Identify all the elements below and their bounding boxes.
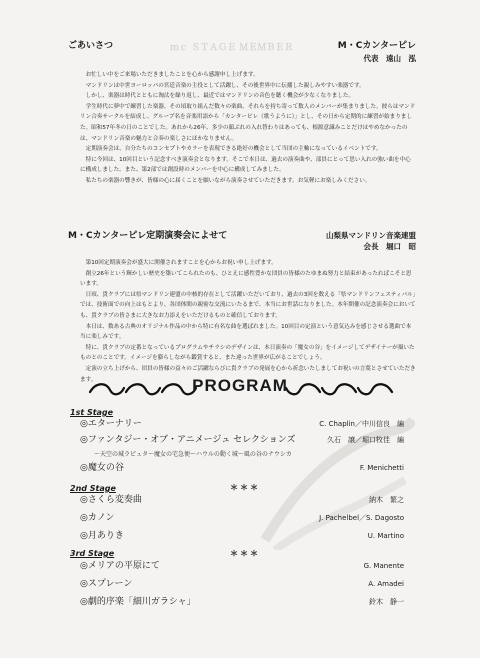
piece-composer: G. Manente (363, 562, 404, 570)
piece-composer: U. Martino (367, 532, 404, 540)
piece-title: ◎魔女の谷 (80, 463, 124, 473)
greeting-paragraph: しかし、楽器は時代とともに淘汰を繰り返し、最近ではマンドリンの音色を聴く機会が少なくなりました。 (85, 93, 355, 100)
program-item (80, 512, 404, 524)
congrats-paragraph: 特に、貴クラブの定番となっているプログラムやチラシのデザインは、本日演奏の「魔女の谷」をイメージしてデザイナーが描いたものとのことです。イメージを膨らしながら鑑賞すると、また違った世界が広がることでしょう。 (80, 344, 415, 362)
greeting-body (80, 70, 416, 187)
greeting-rep: 代表 遠山 泓 (363, 54, 416, 63)
greeting-paragraph: 私たちの楽器の響きが、皆様の心に届くことを願いながら演奏させていただきます。お気軽にお楽しみください。 (85, 177, 371, 184)
piece-composer: 久石 譲／堀口牧佳 編 (327, 436, 404, 444)
piece-composer: A. Amadei (368, 580, 404, 588)
stage-separator: ＊＊＊ (230, 483, 260, 492)
greeting-paragraph: 特に今回は、10回目という記念すべき演奏会となります。そこで本日は、過去の演奏曲や、部員にとって思い入れの強い曲を中心に構成しました。また、第2部では創設時のメンバーを中心に構成してみました。 (80, 156, 411, 174)
piece-title: ◎月ありき (80, 531, 124, 541)
piece-title: ◎スプレーン (80, 579, 133, 589)
stage-1-label: 1st Stage (70, 408, 114, 417)
congrats-paragraph: 定演の立ち上げから、団員の皆様の益々のご活躍ならびに貴クラブの発展を心から祈念いたしましてお祝いの言葉とさせていただきます。 (80, 365, 416, 383)
piece-composer: F. Menichetti (359, 464, 404, 472)
congrats-paragraph: 本日は、数ある古典のオリジナル作品の中から特に有名な曲を選ばれました。10回目の定演という意気込みを感じさせる選曲で本当に楽しみです。 (80, 323, 412, 341)
piece-title: ◎カノン (80, 513, 115, 523)
greeting-paragraph: 定期演奏会は、自分たちのコンセプトやカラーを表現できる絶好の機会として当団の主軸になっているイベントです。 (85, 146, 382, 153)
program-item (80, 578, 404, 590)
program-item (80, 434, 404, 446)
piece-subtitle: ～天空の城ラピュタ～魔女の宅急便～ハウルの動く城～風の谷のナウシカ (94, 451, 292, 458)
congrats-body (80, 258, 416, 385)
greeting-header (68, 40, 416, 52)
program-title: PROGRAM (192, 376, 288, 395)
congrats-title: M・Cカンターピレ定期演奏会によせて (68, 231, 228, 241)
piece-composer: 納木 繁之 (369, 496, 404, 504)
program-item (80, 462, 404, 474)
greeting-title: ごあいさつ (68, 41, 114, 51)
program-item (80, 418, 404, 430)
piece-composer: 鈴木 静一 (369, 598, 404, 606)
piece-composer: C. Chaplin／中川信良 編 (319, 420, 404, 428)
greeting-paragraph: 学生時代に夢中で練習した楽器、その頃取り組んだ数々の楽曲、それらを持ち寄って数人のメンバーが集まりました。彼らはマンドリン合奏サークルを結成し、グループ名を音楽用語から「カンターピレ（歌うように）」とし、その日から定期的に練習が始まりました。昭和57年冬の日のことでした。あれから26年、多少の顔ぶれの入れ替わりはあっても、根源意識みことだけはやめなかったのは、マンドリン音楽の魅力と合奏の楽しさにほかなりません。 (80, 103, 416, 142)
piece-title: ◎エターナリー (80, 419, 142, 429)
stage-2-label: 2nd Stage (70, 484, 116, 493)
program-item (80, 560, 404, 572)
program-item (80, 494, 404, 506)
program-item (80, 596, 404, 608)
program-item (80, 530, 404, 542)
greeting-paragraph: お忙しい中をご来場いただきましたことを心から感謝申し上げます。 (85, 72, 259, 78)
congrats-paragraph: 創立26年という輝かしい歴史を築いてこられたのも、ひとえに感性豊かな団員の皆様のたゆまぬ努力と結束があったればこそと思います。 (80, 270, 412, 288)
greeting-org: M・Cカンターピレ (337, 41, 416, 51)
stage-3-label: 3rd Stage (70, 549, 115, 558)
piece-title: ◎劇的序楽「細川ガラシャ」 (80, 597, 196, 607)
piece-title: ◎ファンタジー・オブ・アニメージュ セレクションズ (80, 435, 296, 445)
congrats-header (68, 230, 416, 242)
congrats-rep: 会長 堀口 昭 (363, 242, 416, 251)
congrats-paragraph: 日頃、貴クラブには県マンドリン連盟の中核的存在として活躍いただいており、過去の3回を数える「県マンドリンフェスティバル」では、技術面での向上はもとより、各団体間の親密な交流にいたるまで、本当にお世話になりました。本年開催の記念演奏会においても、貴クラブの皆さまに大きなお力添えをいただけるものと確信しております。 (80, 291, 416, 319)
congrats-paragraph: 第10回定期演奏会が盛大に開催されますことを心からお祝い申し上げます。 (85, 260, 277, 266)
congrats-org: 山梨県マンドリン音楽連盟 (326, 231, 416, 240)
piece-composer: J. Pachelbel／S. Dagosto (319, 514, 404, 522)
watermark-text: ｍｃ ＳＴＡＧＥ ＭＥＭＢＥＲ (170, 43, 294, 53)
greeting-paragraph: マンドリンは中世ヨーロッパの宮廷音楽の主役として活躍し、その後世界中に伝播した親しみやすい楽器です。 (85, 82, 365, 89)
stage-separator: ＊＊＊ (230, 549, 260, 558)
piece-title: ◎メリアの平原にて (80, 561, 160, 571)
piece-title: ◎さくら変奏曲 (80, 495, 142, 505)
